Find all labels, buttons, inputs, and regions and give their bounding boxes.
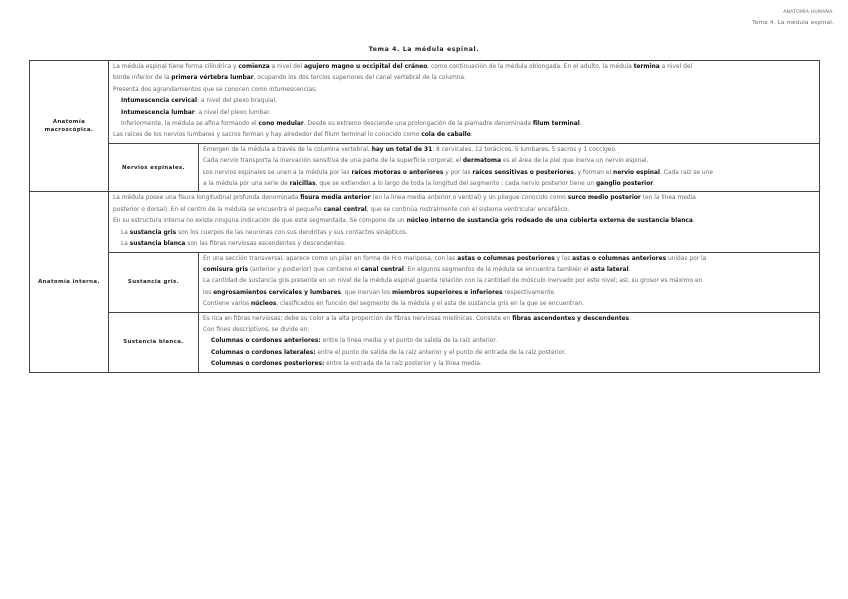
line-text: , y forman el xyxy=(573,169,614,176)
bold-term: nervio espinal xyxy=(613,169,660,176)
line-text: borde inferior de la xyxy=(113,75,172,82)
bold-term: raíces motoras o anteriores xyxy=(351,169,444,176)
bold-term: núcleos xyxy=(250,301,277,308)
text-line xyxy=(203,299,815,310)
bold-term: canal central xyxy=(360,266,404,273)
text-line xyxy=(113,193,815,204)
line-text: entre el punto de salida de la raíz anterior y el punto de entrada de la raíz posterior. xyxy=(315,349,567,356)
macro-label: Anatomía macroscópica. xyxy=(30,61,109,192)
text-line xyxy=(203,265,815,276)
header-topic: Tema 4. La médula espinal. xyxy=(752,20,834,26)
bold-term: comisura gris xyxy=(203,266,248,273)
line-text: La xyxy=(121,229,130,236)
blanca-label: Sustancia blanca. xyxy=(109,312,199,372)
line-text: En una sección transversal, aparece como un pilar en forma de H o mariposa, con las xyxy=(203,255,458,262)
bold-term: canal central xyxy=(323,206,367,213)
nervios-row xyxy=(30,143,820,192)
bold-term: Columnas o cordones laterales: xyxy=(211,349,316,356)
gris-cell xyxy=(199,252,820,312)
text-line xyxy=(203,288,815,299)
nervios-cell xyxy=(199,143,820,192)
line-text: , ocupando los dos tercios superiores del canal vertebral de la columna. xyxy=(253,75,466,82)
bold-term: Intumescencia lumbar xyxy=(121,109,195,116)
line-text: : a nivel del plexo braquial. xyxy=(197,98,277,105)
text-line xyxy=(113,96,815,107)
text-line xyxy=(203,254,815,265)
line-text: Presenta dos agrandamientos que se conocen como intumescencias: xyxy=(113,86,318,93)
bold-term: miembros superiores e inferiores xyxy=(391,289,503,296)
bold-term: fisura media anterior xyxy=(300,195,371,202)
line-text: a la médula por una serie de xyxy=(203,181,290,188)
line-text: La xyxy=(121,241,130,248)
macro-row xyxy=(30,61,820,144)
line-text: Es rica en fibras nerviosas; debe su color a la alta proporción de fibras nerviosas mielínicas. Consiste en xyxy=(203,315,513,322)
line-text: (anterior y posterior) que contiene el xyxy=(247,266,361,273)
macro-general-cell xyxy=(109,61,820,144)
bold-term: sustancia gris xyxy=(129,229,177,236)
text-line xyxy=(203,179,815,190)
bold-term: sustancia blanca xyxy=(129,241,186,248)
line-text: a nivel del xyxy=(269,64,304,70)
line-text: (en la línea media xyxy=(640,195,696,202)
header-course: ANATOMÍA HUMANA. xyxy=(783,10,834,15)
text-line xyxy=(203,359,815,370)
text-line xyxy=(113,130,815,141)
bold-term: Intumescencia cervical xyxy=(121,98,197,105)
line-text: Con fines descriptivos, se divide en: xyxy=(203,326,310,333)
bold-term: raíces sensitivas o posteriores xyxy=(472,169,574,176)
text-line xyxy=(113,239,815,250)
text-line xyxy=(203,325,815,336)
internal-label: Anatomía interna. xyxy=(30,192,109,372)
internal-row xyxy=(30,192,820,252)
line-text: unidas por la xyxy=(666,255,707,262)
line-text: Las raíces de los nervios lumbares y sacros forman y hay alrededor del filum terminal lo conocido como xyxy=(113,132,422,139)
bold-term: núcleo interno de sustancia gris rodeado de una cubierta externa de sustancia blanca xyxy=(406,218,693,225)
bold-term: primera vértebra lumbar xyxy=(171,75,254,82)
line-text: Contiene varios xyxy=(203,301,251,308)
text-line xyxy=(113,62,815,73)
line-text: es el área de la piel que inerva un nervio espinal. xyxy=(501,158,649,165)
content-table xyxy=(29,60,820,373)
line-text: Cada nervio transporta la inervación sensitiva de una parte de la superficie corporal; el xyxy=(203,158,463,165)
line-text: , como continuación de la médula oblongada. En el adulto, la médula xyxy=(427,64,634,70)
bold-term: asta lateral xyxy=(590,266,629,273)
text-line xyxy=(113,85,815,96)
line-text: La médula espinal tiene forma cilíndrica y xyxy=(113,64,239,70)
line-text: . Desde su extremo desciende una prolongación de la piamadre denominada xyxy=(303,121,533,128)
line-text: y las xyxy=(554,255,573,262)
line-text: , que inervan los xyxy=(340,289,392,296)
line-text: los xyxy=(203,289,214,296)
line-text: y por las xyxy=(443,169,473,176)
bold-term: raicillas xyxy=(289,181,316,188)
line-text: . xyxy=(653,181,656,188)
line-text: . xyxy=(692,218,695,225)
text-line xyxy=(113,119,815,130)
line-text: . xyxy=(579,121,582,128)
bold-term: engrosamientos cervicales y lumbares xyxy=(213,289,341,296)
text-line xyxy=(203,168,815,179)
bold-term: ganglio posterior xyxy=(595,181,654,188)
text-line xyxy=(203,314,815,325)
bold-term: cola de caballo xyxy=(421,132,471,139)
bold-term: cono medular xyxy=(258,121,304,128)
line-text: . xyxy=(629,315,632,322)
line-text: . Cada raíz se une xyxy=(660,169,713,176)
line-text: , que se extienden a lo largo de toda la longitud del segmento ; cada nervio posterior tiene un xyxy=(315,181,596,188)
gris-label: Sustancia gris. xyxy=(109,252,199,312)
line-text: . xyxy=(628,266,631,273)
bold-term: dermatoma xyxy=(462,158,502,165)
gris-row xyxy=(30,252,820,312)
bold-term: termina xyxy=(633,64,660,70)
text-line xyxy=(113,73,815,84)
line-text: respectivamente. xyxy=(502,289,556,296)
line-text: posterior o dorsal). En el centro de la médula se encuentra el pequeño xyxy=(113,206,324,213)
text-line xyxy=(113,228,815,239)
line-text: Inferiormente, la médula se afina formando el xyxy=(121,121,259,128)
bold-term: astas o columnas posteriores xyxy=(457,255,555,262)
line-text: La médula posee una fisura longitudinal profunda denominada xyxy=(113,195,301,202)
bold-term: fibras ascendentes y descendentes xyxy=(512,315,630,322)
line-text: Emergen de la médula a través de la columna vertebral, xyxy=(203,146,372,153)
text-line xyxy=(113,205,815,216)
bold-term: Columnas o cordones anteriores: xyxy=(211,338,321,345)
text-line xyxy=(203,156,815,167)
text-line xyxy=(203,348,815,359)
page-title: Tema 4. La médula espinal. xyxy=(368,46,480,53)
bold-term: astas o columnas anteriores xyxy=(572,255,667,262)
text-line xyxy=(203,336,815,347)
line-text: , que se continúa rostralmente con el sistema ventricular encefálico. xyxy=(366,206,570,213)
bold-term: hay un total de 31 xyxy=(371,146,433,153)
line-text: . xyxy=(470,132,473,139)
line-text: son las fibras nerviosas ascendentes y descendentes. xyxy=(185,241,346,248)
line-text: , clasificados en función del segmento de la médula y el asta de sustancia gris en la que se encuentran. xyxy=(276,301,584,308)
line-text: entre la línea media y el punto de salida de la raíz anterior. xyxy=(320,338,498,345)
text-line xyxy=(203,276,815,287)
line-text: : a nivel del plexo lumbar. xyxy=(194,109,271,116)
line-text: Los nervios espinales se unen a la médula por las xyxy=(203,169,352,176)
line-text: En su estructura interna no existe ninguna indicación de que esté segmentada. Se compone de un xyxy=(113,218,407,225)
bold-term: Columnas o cordones posteriores: xyxy=(211,361,325,368)
bold-term: agujero magno u occipital del cráneo xyxy=(303,64,428,70)
line-text: a nivel del xyxy=(659,64,693,70)
bold-term: surco medio posterior xyxy=(567,195,641,202)
bold-term: filum terminal xyxy=(532,121,580,128)
line-text: . En algunos segmentos de la médula se encuentra también el xyxy=(403,266,591,273)
line-text: son los cuerpos de las neuronas con sus dendritas y sus contactos sinápticos. xyxy=(176,229,408,236)
text-line xyxy=(113,216,815,227)
bold-term: comienza xyxy=(238,64,270,70)
text-line xyxy=(113,108,815,119)
line-text: La cantidad de sustancia gris presente en un nivel de la médula espinal guarda relación con la cantidad de músculo inervado por este nivel; así, su grosor es máximo en xyxy=(203,278,703,285)
blanca-row xyxy=(30,312,820,372)
nervios-label: Nervios espinales. xyxy=(109,143,199,192)
line-text: entre la entrada de la raíz posterior y la línea media. xyxy=(324,361,482,368)
line-text: : 8 cervicales, 12 torácicos, 5 lumbares, 5 sacros y 1 coccígeo. xyxy=(432,146,617,153)
blanca-cell xyxy=(199,312,820,372)
line-text: (en la línea media anterior o ventral) y un pliegue conocido como xyxy=(370,195,568,202)
text-line xyxy=(203,145,815,156)
internal-general-cell xyxy=(109,192,820,252)
